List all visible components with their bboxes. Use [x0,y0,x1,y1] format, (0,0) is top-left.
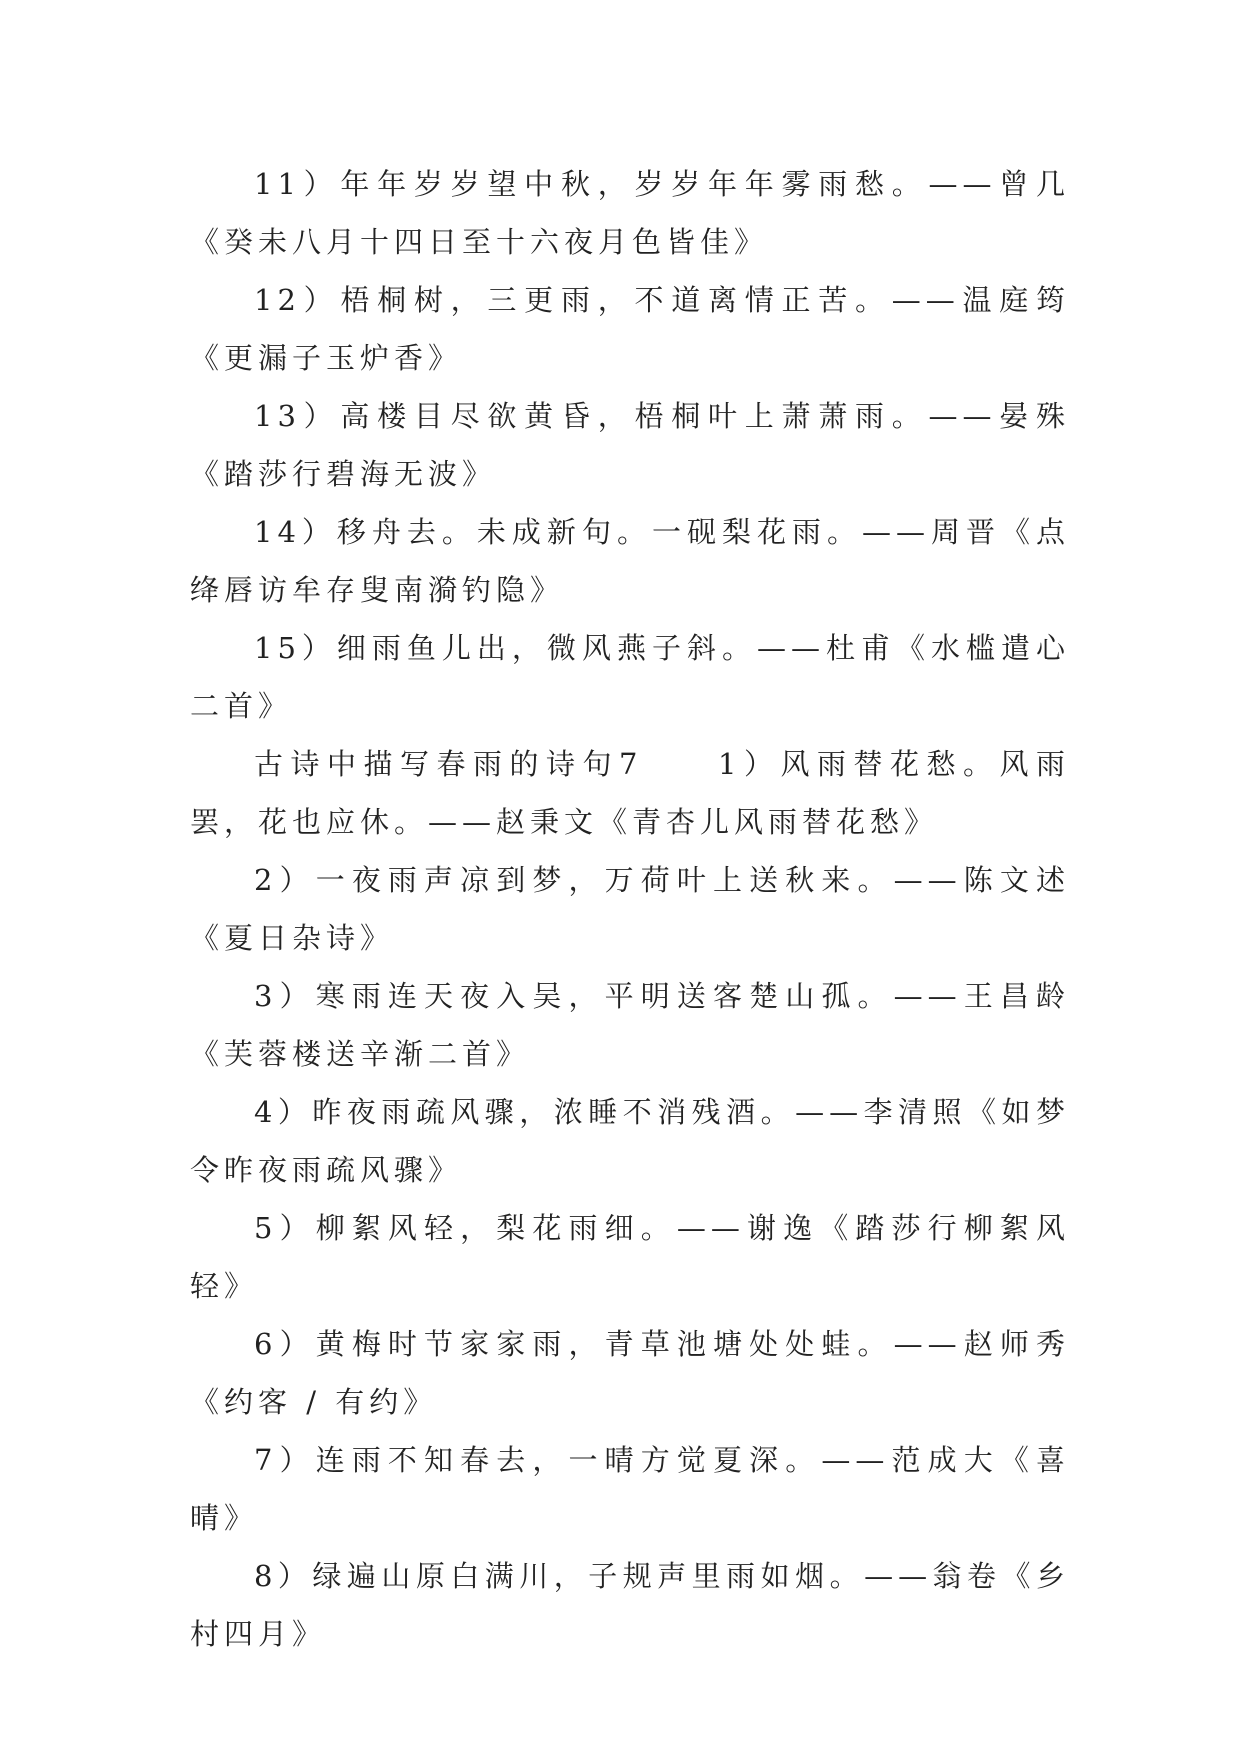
poem-line-4: 4）昨夜雨疏风骤，浓睡不消残酒。——李清照《如梦令昨夜雨疏风骤》 [190,1095,1070,1187]
poem-line-13: 13）高楼目尽欲黄昏，梧桐叶上萧萧雨。——晏殊《踏莎行碧海无波》 [190,399,1070,491]
poem-line-6: 6）黄梅时节家家雨，青草池塘处处蛙。——赵师秀《约客 / 有约》 [190,1327,1070,1419]
poem-line-2: 2）一夜雨声凉到梦，万荷叶上送秋来。——陈文述《夏日杂诗》 [190,863,1070,955]
poem-line-7: 7）连雨不知春去，一晴方觉夏深。——范成大《喜晴》 [190,1443,1070,1535]
poem-line-12: 12）梧桐树，三更雨，不道离情正苦。——温庭筠《更漏子玉炉香》 [190,283,1070,375]
poem-line-15: 15）细雨鱼儿出，微风燕子斜。——杜甫《水槛遣心二首》 [190,631,1070,723]
section-heading-spring-rain: 古诗中描写春雨的诗句7 1）风雨替花愁。风雨罢，花也应休。——赵秉文《青杏儿风雨替花愁》 [190,747,1070,839]
document-body [190,155,1070,1663]
poem-line-5: 5）柳絮风轻，梨花雨细。——谢逸《踏莎行柳絮风轻》 [190,1211,1070,1303]
poem-line-8: 8）绿遍山原白满川，子规声里雨如烟。——翁卷《乡村四月》 [190,1559,1070,1651]
poem-line-14: 14）移舟去。未成新句。一砚梨花雨。——周晋《点绛唇访牟存叟南漪钓隐》 [190,515,1070,607]
poem-line-11: 11）年年岁岁望中秋，岁岁年年雾雨愁。——曾几《癸未八月十四日至十六夜月色皆佳》 [190,167,1070,259]
poem-line-3: 3）寒雨连天夜入吴，平明送客楚山孤。——王昌龄《芙蓉楼送辛渐二首》 [190,979,1070,1071]
